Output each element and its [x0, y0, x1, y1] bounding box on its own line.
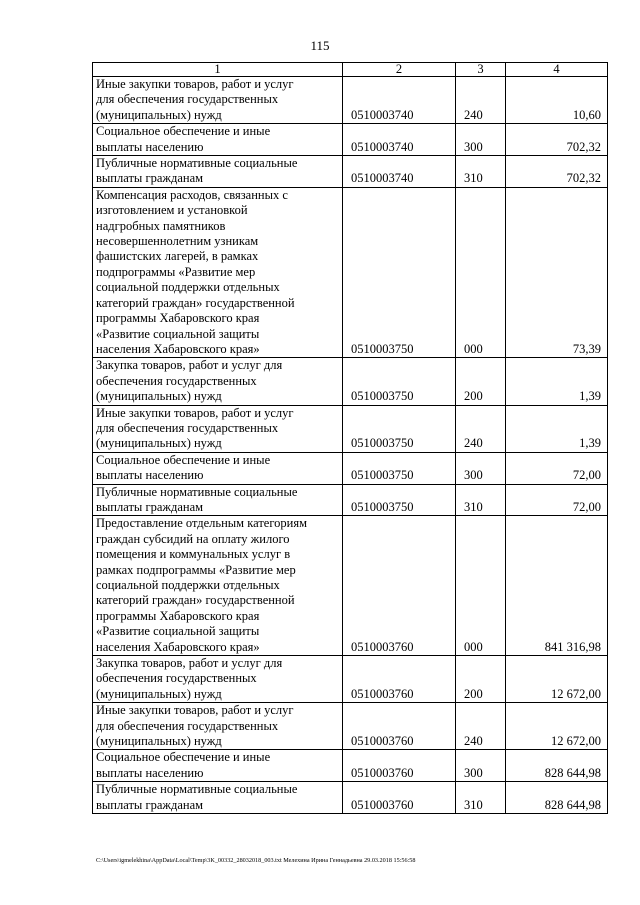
table-row: [93, 750, 608, 782]
description-line: Публичные нормативные социальные: [96, 782, 298, 797]
row-expense-type: 310: [456, 484, 506, 516]
row-description: [93, 750, 343, 782]
row-amount: 12 672,00: [506, 656, 608, 703]
row-description: [93, 703, 343, 750]
header-col-1: 1: [93, 63, 343, 77]
table-row: [93, 516, 608, 656]
row-amount: 702,32: [506, 156, 608, 188]
table-row: [93, 77, 608, 124]
row-amount: 702,32: [506, 124, 608, 156]
description-line: «Развитие социальной защиты: [96, 326, 260, 341]
row-code: 0510003760: [343, 656, 456, 703]
row-amount: 12 672,00: [506, 703, 608, 750]
description-line: выплаты населению: [96, 139, 204, 154]
row-description: [93, 156, 343, 188]
row-expense-type: 310: [456, 782, 506, 814]
row-expense-type: 240: [456, 77, 506, 124]
row-amount: 828 644,98: [506, 750, 608, 782]
description-line: Социальное обеспечение и иные: [96, 750, 271, 765]
table-row: [93, 124, 608, 156]
row-amount: 841 316,98: [506, 516, 608, 656]
description-line: Иные закупки товаров, работ и услуг: [96, 703, 294, 718]
header-col-2: 2: [343, 63, 456, 77]
row-amount: 828 644,98: [506, 782, 608, 814]
row-amount: 72,00: [506, 484, 608, 516]
table-row: [93, 452, 608, 484]
description-line: изготовлением и установкой: [96, 203, 248, 218]
row-description: [93, 782, 343, 814]
description-line: подпрограммы «Развитие мер: [96, 264, 256, 279]
header-col-3: 3: [456, 63, 506, 77]
row-description: [93, 77, 343, 124]
row-code: 0510003750: [343, 405, 456, 452]
row-amount: 10,60: [506, 77, 608, 124]
description-line: Социальное обеспечение и иные: [96, 124, 271, 139]
row-expense-type: 300: [456, 124, 506, 156]
row-description: [93, 484, 343, 516]
description-line: обеспечения государственных: [96, 373, 257, 388]
row-description: [93, 124, 343, 156]
table-row: [93, 703, 608, 750]
description-line: граждан субсидий на оплату жилого: [96, 531, 290, 546]
table-row: [93, 405, 608, 452]
description-line: Компенсация расходов, связанных с: [96, 187, 288, 202]
description-line: Иные закупки товаров, работ и услуг: [96, 405, 294, 420]
description-line: помещения и коммунальных услуг в: [96, 547, 291, 562]
description-line: выплаты гражданам: [96, 499, 204, 514]
row-expense-type: 300: [456, 452, 506, 484]
description-line: Закупка товаров, работ и услуг для: [96, 656, 283, 671]
description-line: для обеспечения государственных: [96, 718, 279, 733]
row-description: [93, 405, 343, 452]
row-code: 0510003740: [343, 77, 456, 124]
description-line: выплаты гражданам: [96, 797, 204, 812]
description-line: несовершеннолетним узникам: [96, 234, 259, 249]
description-line: Закупка товаров, работ и услуг для: [96, 358, 283, 373]
row-code: 0510003750: [343, 187, 456, 357]
header-col-4: 4: [506, 63, 608, 77]
description-line: выплаты населению: [96, 468, 204, 483]
row-code: 0510003760: [343, 516, 456, 656]
row-code: 0510003760: [343, 750, 456, 782]
description-line: выплаты населению: [96, 765, 204, 780]
description-line: Публичные нормативные социальные: [96, 156, 298, 171]
row-expense-type: 200: [456, 656, 506, 703]
row-expense-type: 240: [456, 703, 506, 750]
row-description: [93, 187, 343, 357]
description-line: выплаты гражданам: [96, 171, 204, 186]
description-line: программы Хабаровского края: [96, 311, 260, 326]
description-line: (муниципальных) нужд: [96, 389, 222, 404]
page-number: 115: [310, 38, 330, 53]
description-line: рамках подпрограммы «Развитие мер: [96, 562, 296, 577]
table-row: [93, 187, 608, 357]
description-line: «Развитие социальной защиты: [96, 624, 260, 639]
description-line: фашистских лагерей, в рамках: [96, 249, 259, 264]
row-code: 0510003740: [343, 124, 456, 156]
row-expense-type: 240: [456, 405, 506, 452]
row-code: 0510003750: [343, 358, 456, 405]
row-amount: 1,39: [506, 405, 608, 452]
row-code: 0510003760: [343, 782, 456, 814]
row-description: [93, 516, 343, 656]
description-line: Иные закупки товаров, работ и услуг: [96, 77, 294, 91]
description-line: категорий граждан» государственной: [96, 295, 295, 310]
row-expense-type: 300: [456, 750, 506, 782]
description-line: Публичные нормативные социальные: [96, 484, 298, 499]
description-line: обеспечения государственных: [96, 671, 257, 686]
table-row: [93, 358, 608, 405]
file-path-footer: C:\Users\igmelekhina\AppData\Local\Temp\3K_00332_28032018_003.txt Мелехина Ирина Геннадьевна 29.03.2018 15:56:58: [96, 857, 416, 864]
row-expense-type: 000: [456, 516, 506, 656]
description-line: (муниципальных) нужд: [96, 107, 222, 122]
description-line: для обеспечения государственных: [96, 420, 279, 435]
description-line: социальной поддержки отдельных: [96, 578, 280, 592]
description-line: (муниципальных) нужд: [96, 436, 222, 451]
description-line: Социальное обеспечение и иные: [96, 452, 271, 467]
row-code: 0510003760: [343, 703, 456, 750]
table-header-row: [93, 63, 608, 77]
table-row: [93, 656, 608, 703]
table-row: [93, 782, 608, 814]
description-line: программы Хабаровского края: [96, 608, 260, 623]
row-description: [93, 656, 343, 703]
row-code: 0510003750: [343, 484, 456, 516]
description-line: социальной поддержки отдельных: [96, 280, 280, 295]
budget-table: [92, 62, 608, 814]
row-code: 0510003750: [343, 452, 456, 484]
description-line: населения Хабаровского края»: [96, 639, 260, 654]
row-amount: 72,00: [506, 452, 608, 484]
row-expense-type: 000: [456, 187, 506, 357]
row-description: [93, 452, 343, 484]
description-line: для обеспечения государственных: [96, 92, 279, 107]
description-line: Предоставление отдельным категориям: [96, 516, 308, 531]
description-line: надгробных памятников: [96, 218, 226, 233]
row-description: [93, 358, 343, 405]
description-line: (муниципальных) нужд: [96, 686, 222, 701]
table-row: [93, 484, 608, 516]
row-expense-type: 200: [456, 358, 506, 405]
table-row: [93, 156, 608, 188]
row-amount: 73,39: [506, 187, 608, 357]
description-line: населения Хабаровского края»: [96, 341, 260, 356]
row-expense-type: 310: [456, 156, 506, 188]
description-line: категорий граждан» государственной: [96, 593, 295, 608]
row-code: 0510003740: [343, 156, 456, 188]
description-line: (муниципальных) нужд: [96, 734, 222, 749]
row-amount: 1,39: [506, 358, 608, 405]
